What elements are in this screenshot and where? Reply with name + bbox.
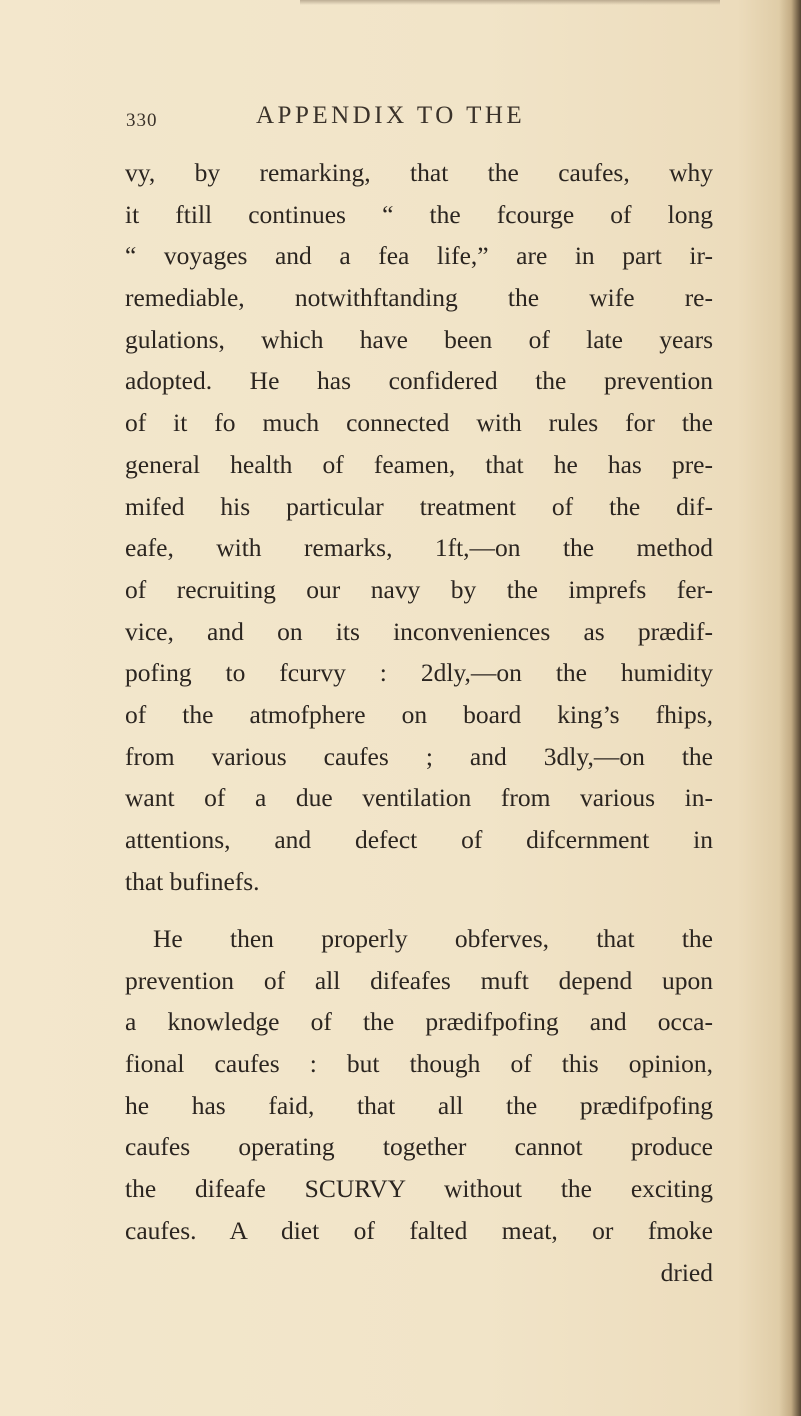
text-line: of the atmofphere on board king’s fhips, [125, 699, 713, 729]
catchword: dried [660, 1257, 713, 1287]
page-top-shadow [300, 0, 720, 5]
text-line: that bufinefs. [125, 866, 260, 896]
page-number: 330 [126, 110, 158, 131]
text-line: pofing to fcurvy : 2dly,—on the humidity [125, 658, 713, 688]
text-line: general health of feamen, that he has pre- [125, 449, 713, 479]
text-line: caufes. A diet of falted meat, or fmoke [125, 1215, 713, 1245]
text-line: vy, by remarking, that the caufes, why [125, 158, 713, 187]
text-line: fional caufes : but though of this opinion, [125, 1049, 713, 1079]
text-line: He then properly obferves, that the [153, 924, 713, 953]
paragraph-2 [125, 918, 713, 1293]
text-line: gulations, which have been of late years [125, 324, 713, 354]
text-line: it ftill continues “ the fcourge of long [125, 199, 713, 229]
text-line: caufes operating together cannot produce [125, 1132, 713, 1162]
text-line: want of a due ventilation from various in- [125, 783, 713, 813]
text-line: of recruiting our navy by the imprefs fer- [125, 574, 713, 604]
text-line: of it fo much connected with rules for the [125, 408, 713, 438]
text-line: a knowledge of the prædifpofing and occa- [125, 1007, 713, 1037]
running-title: APPENDIX TO THE [256, 102, 526, 129]
text-line: mifed his particular treatment of the dif- [125, 491, 713, 521]
text-line: the difeafe SCURVY without the exciting [125, 1174, 713, 1204]
paragraph-1 [125, 152, 713, 902]
text-line: remediable, notwithftanding the wife re- [125, 283, 713, 313]
text-line: eafe, with remarks, 1ft,—on the method [125, 533, 713, 563]
text-line: adopted. He has confidered the prevention [125, 366, 713, 396]
text-line: he has faid, that all the prædifpofing [125, 1090, 713, 1120]
text-line: attentions, and defect of difcernment in [125, 825, 713, 854]
text-line: prevention of all difeafes muft depend upon [125, 965, 713, 995]
text-line: vice, and on its inconveniences as prædif- [125, 616, 713, 646]
text-line: “ voyages and a fea life,” are in part ir- [125, 241, 713, 271]
text-line: from various caufes ; and 3dly,—on the [125, 741, 713, 771]
page-gutter-edge [779, 0, 801, 1416]
